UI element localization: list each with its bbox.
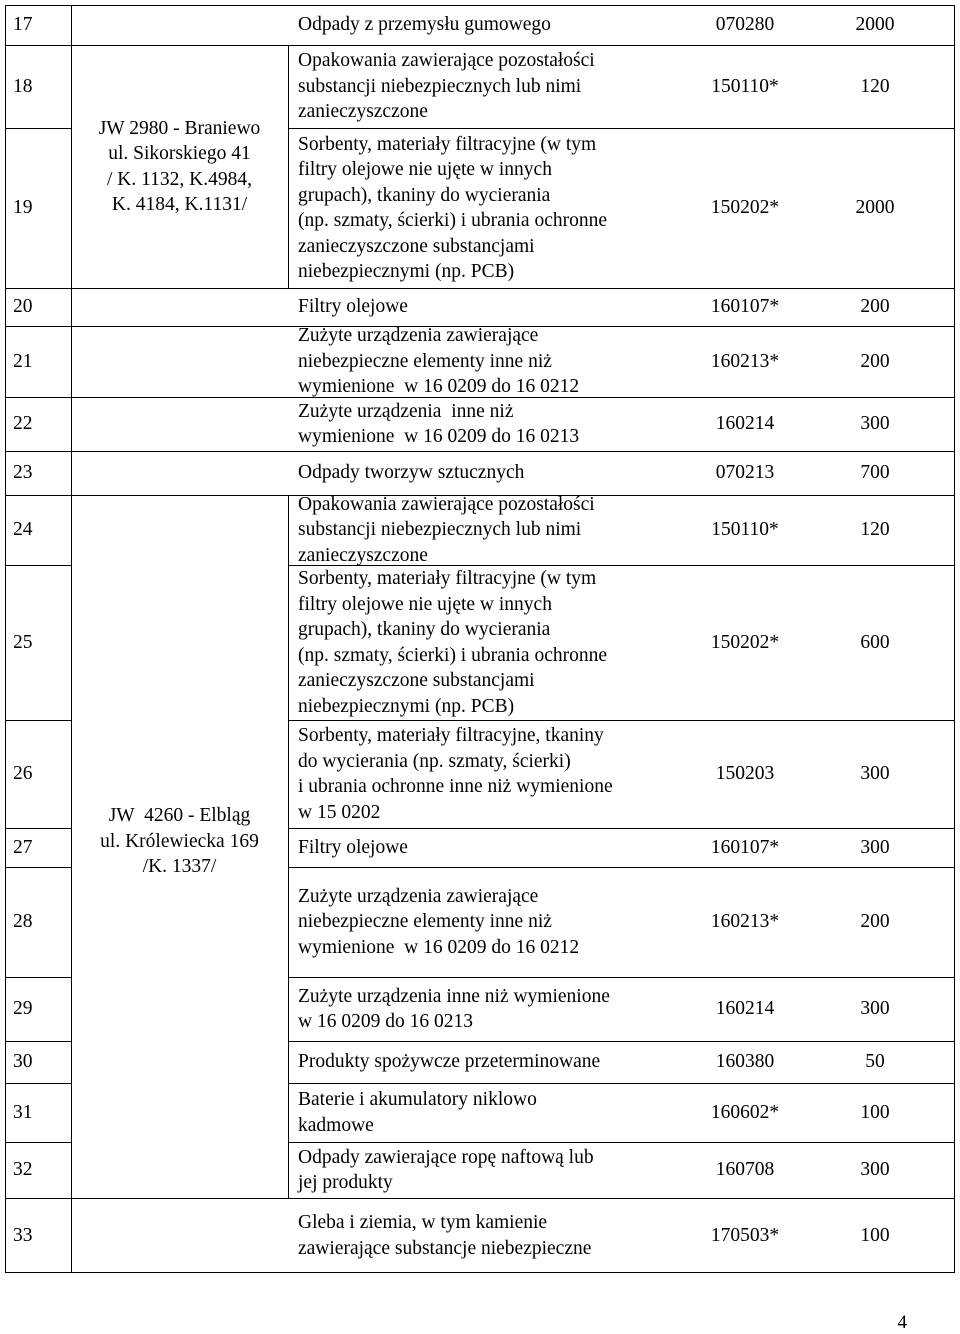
waste-quantity-text: 2000: [855, 197, 895, 219]
column-divider: [288, 565, 289, 720]
waste-code: [655, 495, 835, 565]
row-number: [13, 977, 73, 1041]
waste-code-text: 160214: [715, 998, 775, 1020]
waste-code-text: 150202*: [710, 631, 780, 653]
waste-quantity-text: 100: [860, 1224, 890, 1246]
waste-description: [298, 977, 688, 1041]
waste-quantity: [820, 1041, 930, 1083]
waste-description: [298, 1083, 688, 1142]
waste-code: [655, 5, 835, 45]
waste-quantity: [820, 5, 930, 45]
waste-code: [655, 128, 835, 288]
waste-code-text: 070280: [715, 14, 775, 36]
unit-location-text: JW 2980 - Braniewo ul. Sikorskiego 41 / K. 1132, K.4984, K. 4184, K.1131/: [98, 117, 261, 215]
waste-quantity-text: 200: [860, 350, 890, 372]
unit-location-text: JW 4260 - Elbląg ul. Królewiecka 169 /K. 1337/: [100, 805, 259, 877]
row-number-text: 26: [13, 763, 33, 785]
waste-quantity-text: 300: [860, 1159, 890, 1181]
waste-quantity-text: 300: [860, 836, 890, 858]
row-number-text: 30: [13, 1051, 33, 1073]
waste-description: [298, 720, 688, 828]
waste-quantity: [820, 451, 930, 495]
row-number-text: 23: [13, 462, 33, 484]
waste-description-text: Opakowania zawierające pozostałości substancji niebezpiecznych lub nimi zanieczyszczone: [298, 493, 595, 566]
row-number-text: 31: [13, 1101, 33, 1123]
page-number: 4: [897, 1312, 907, 1333]
waste-quantity: [820, 397, 930, 451]
row-number: [13, 397, 73, 451]
column-divider: [288, 977, 289, 1041]
waste-description: [298, 397, 688, 451]
waste-quantity-text: 120: [860, 75, 890, 97]
waste-code-text: 070213: [715, 462, 775, 484]
waste-quantity: [820, 565, 930, 720]
waste-description-text: Filtry olejowe: [298, 836, 408, 858]
waste-code-text: 170503*: [710, 1224, 780, 1246]
waste-description-text: Sorbenty, materiały filtracyjne, tkaniny do wycierania (np. szmaty, ścierki) i ubrania ochronne inne niż wymienione w 15 0202: [298, 725, 613, 823]
waste-quantity: [820, 1142, 930, 1198]
row-number: [13, 288, 73, 326]
waste-description: [298, 5, 688, 45]
row-number: [13, 565, 73, 720]
column-divider: [288, 128, 289, 288]
waste-description-text: Zużyte urządzenia inne niż wymienione w 16 0209 do 16 0213: [298, 985, 610, 1032]
waste-quantity-text: 600: [860, 631, 890, 653]
row-number: [13, 326, 73, 397]
waste-description: [298, 495, 688, 565]
row-number-text: 25: [13, 631, 33, 653]
waste-quantity-text: 300: [860, 763, 890, 785]
waste-code-text: 160214: [715, 413, 775, 435]
waste-code: [655, 977, 835, 1041]
unit-location: [77, 495, 282, 1198]
row-number: [13, 1083, 73, 1142]
row-number-text: 19: [13, 197, 33, 219]
row-number: [13, 1142, 73, 1198]
column-divider: [288, 867, 289, 977]
waste-description: [298, 45, 688, 128]
unit-location: [77, 45, 282, 288]
waste-code-text: 150110*: [711, 75, 779, 97]
waste-description: [298, 1198, 688, 1273]
waste-quantity: [820, 128, 930, 288]
row-number-text: 32: [13, 1159, 33, 1181]
waste-description-text: Opakowania zawierające pozostałości substancji niebezpiecznych lub nimi zanieczyszczone: [298, 50, 595, 123]
waste-quantity-text: 120: [860, 519, 890, 541]
waste-quantity-text: 2000: [855, 14, 895, 36]
waste-code: [655, 1041, 835, 1083]
row-number: [13, 720, 73, 828]
waste-description-text: Odpady z przemysłu gumowego: [298, 14, 551, 36]
waste-description: [298, 565, 688, 720]
row-number-text: 29: [13, 998, 33, 1020]
column-divider: [288, 45, 289, 128]
row-number-text: 17: [13, 14, 33, 36]
waste-quantity-text: 700: [860, 462, 890, 484]
row-number: [13, 128, 73, 288]
waste-code: [655, 565, 835, 720]
column-divider: [288, 720, 289, 828]
waste-code: [655, 867, 835, 977]
row-number-text: 24: [13, 519, 33, 541]
column-divider: [288, 495, 289, 565]
waste-description-text: Zużyte urządzenia inne niż wymienione w 16 0209 do 16 0213: [298, 400, 580, 447]
row-number-text: 22: [13, 413, 33, 435]
waste-code: [655, 828, 835, 867]
waste-description: [298, 867, 688, 977]
waste-code-text: 160602*: [710, 1101, 780, 1123]
waste-quantity-text: 50: [865, 1051, 885, 1073]
waste-description-text: Zużyte urządzenia zawierające niebezpieczne elementy inne niż wymienione w 16 0209 do 16 0212: [298, 325, 580, 398]
waste-code: [655, 1142, 835, 1198]
row-number: [13, 828, 73, 867]
column-divider: [288, 1041, 289, 1083]
waste-description-text: Sorbenty, materiały filtracyjne (w tym filtry olejowe nie ujęte w innych grupach), tkaniny do wycierania (np. szmaty, ścierki) i ubrania ochronne zanieczyszczone substancjami niebezpiecznymi (np. PCB): [298, 568, 608, 717]
waste-description-text: Odpady tworzyw sztucznych: [298, 462, 525, 484]
waste-description-text: Gleba i ziemia, w tym kamienie zawierające substancje niebezpieczne: [298, 1212, 592, 1259]
waste-description-text: Odpady zawierające ropę naftową lub jej produkty: [298, 1146, 594, 1193]
waste-description: [298, 128, 688, 288]
waste-quantity: [820, 977, 930, 1041]
waste-description: [298, 451, 688, 495]
waste-code-text: 160107*: [710, 296, 780, 318]
waste-description-text: Produkty spożywcze przeterminowane: [298, 1051, 601, 1073]
row-number-text: 27: [13, 836, 33, 858]
waste-quantity-text: 300: [860, 413, 890, 435]
waste-code-text: 160107*: [710, 836, 780, 858]
waste-code-text: 160380: [715, 1051, 775, 1073]
row-number: [13, 1198, 73, 1273]
waste-code-text: 160213*: [710, 911, 780, 933]
waste-quantity: [820, 495, 930, 565]
waste-description: [298, 828, 688, 867]
waste-description-text: Zużyte urządzenia zawierające niebezpieczne elementy inne niż wymienione w 16 0209 do 16 0212: [298, 885, 580, 958]
column-divider: [288, 1083, 289, 1142]
waste-quantity: [820, 1198, 930, 1273]
waste-quantity: [820, 867, 930, 977]
waste-description: [298, 1142, 688, 1198]
row-number: [13, 451, 73, 495]
waste-code-text: 150202*: [710, 197, 780, 219]
waste-quantity: [820, 720, 930, 828]
row-number: [13, 5, 73, 45]
column-divider: [288, 1142, 289, 1198]
waste-code: [655, 451, 835, 495]
waste-quantity: [820, 45, 930, 128]
waste-description-text: Filtry olejowe: [298, 296, 408, 318]
waste-code: [655, 397, 835, 451]
waste-quantity: [820, 828, 930, 867]
row-number: [13, 45, 73, 128]
waste-description: [298, 326, 688, 397]
row-number-text: 18: [13, 75, 33, 97]
waste-description: [298, 288, 688, 326]
waste-table: [5, 5, 955, 1273]
waste-code-text: 160708: [715, 1159, 775, 1181]
waste-description-text: Baterie i akumulatory niklowo kadmowe: [298, 1089, 537, 1136]
row-number-text: 20: [13, 296, 33, 318]
waste-description-text: Sorbenty, materiały filtracyjne (w tym filtry olejowe nie ujęte w innych grupach), tkaniny do wycierania (np. szmaty, ścierki) i ubrania ochronne zanieczyszczone substancjami niebezpiecznymi (np. PCB): [298, 133, 608, 282]
waste-code: [655, 45, 835, 128]
row-number: [13, 867, 73, 977]
waste-quantity: [820, 1083, 930, 1142]
waste-code-text: 160213*: [710, 350, 780, 372]
waste-quantity-text: 200: [860, 911, 890, 933]
waste-code: [655, 288, 835, 326]
waste-quantity: [820, 326, 930, 397]
column-divider: [288, 828, 289, 867]
waste-quantity: [820, 288, 930, 326]
waste-quantity-text: 300: [860, 998, 890, 1020]
waste-quantity-text: 100: [860, 1101, 890, 1123]
row-number: [13, 495, 73, 565]
row-number: [13, 1041, 73, 1083]
row-number-text: 33: [13, 1224, 33, 1246]
waste-code: [655, 326, 835, 397]
row-number-text: 21: [13, 350, 33, 372]
waste-quantity-text: 200: [860, 296, 890, 318]
waste-code: [655, 1198, 835, 1273]
waste-description: [298, 1041, 688, 1083]
waste-code-text: 150203: [715, 763, 775, 785]
waste-code: [655, 1083, 835, 1142]
row-number-text: 28: [13, 911, 33, 933]
waste-code: [655, 720, 835, 828]
waste-code-text: 150110*: [711, 519, 779, 541]
